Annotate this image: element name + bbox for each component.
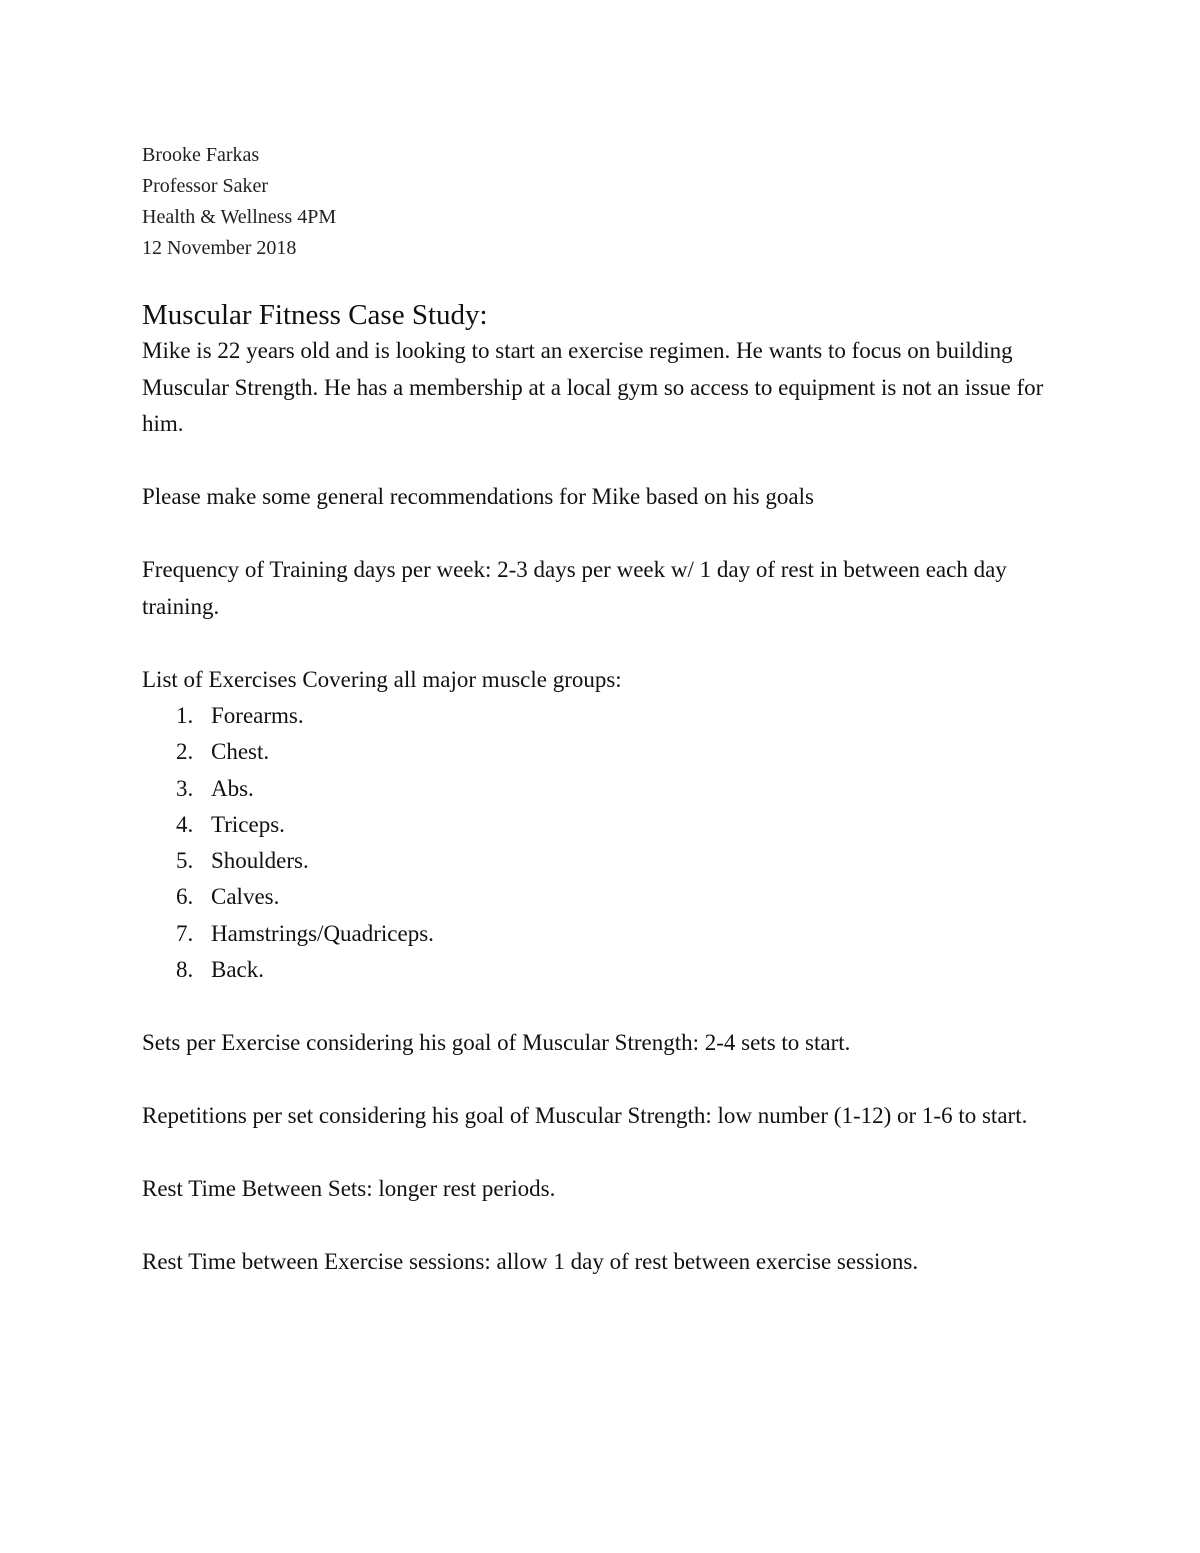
list-item-number: 1.: [176, 703, 194, 728]
student-name: Brooke Farkas: [142, 144, 260, 166]
list-item-text: Back.: [211, 957, 265, 983]
list-item-number: 8.: [176, 957, 194, 983]
list-item: [142, 916, 1062, 952]
frequency-paragraph: Frequency of Training days per week: 2-3 days per week w/ 1 day of rest in between each day training.: [142, 557, 1007, 619]
exercises-heading: List of Exercises Covering all major muscle groups:: [142, 666, 622, 692]
list-item: [142, 952, 1062, 988]
list-item-text: Forearms.: [211, 703, 304, 728]
professor-name: Professor Saker: [142, 175, 269, 197]
list-item-text: Shoulders.: [211, 848, 309, 874]
header-block: [142, 140, 1062, 264]
list-item-text: Triceps.: [211, 811, 285, 837]
page-title: Muscular Fitness Case Study:: [142, 299, 488, 331]
date: 12 November 2018: [142, 237, 297, 259]
document-content: [142, 140, 1062, 1280]
list-item-text: Hamstrings/Quadriceps.: [211, 920, 434, 946]
list-item: [142, 879, 1062, 915]
list-item: [142, 698, 1062, 734]
list-item-number: 2.: [176, 739, 194, 765]
list-item-number: 3.: [176, 775, 194, 801]
exercise-list: [142, 698, 1062, 988]
list-item-text: Calves.: [211, 884, 280, 910]
list-item-number: 5.: [176, 848, 194, 874]
body-text: [142, 333, 1062, 1280]
course-name: Health & Wellness 4PM: [142, 206, 337, 228]
list-item-text: Chest.: [211, 739, 270, 765]
rest-sessions-paragraph: Rest Time between Exercise sessions: allow 1 day of rest between exercise sessions.: [142, 1248, 919, 1274]
sets-paragraph: Sets per Exercise considering his goal of Muscular Strength: 2-4 sets to start.: [142, 1029, 851, 1055]
repetitions-paragraph: Repetitions per set considering his goal of Muscular Strength: low number (1-12) or 1-6 to start.: [142, 1102, 1028, 1128]
prompt-paragraph: Please make some general recommendations for Mike based on his goals: [142, 484, 814, 509]
list-item-number: 4.: [176, 811, 194, 837]
list-item-text: Abs.: [211, 775, 254, 801]
list-item-number: 6.: [176, 884, 194, 910]
rest-sets-paragraph: Rest Time Between Sets: longer rest periods.: [142, 1175, 556, 1201]
list-item: [142, 771, 1062, 807]
list-item: [142, 734, 1062, 770]
intro-paragraph: Mike is 22 years old and is looking to start an exercise regimen. He wants to focus on building Muscular Strength. He has a membership at a local gym so access to equipment is not an issue for him.: [142, 338, 1044, 436]
list-item-number: 7.: [176, 920, 194, 946]
list-item: [142, 807, 1062, 843]
list-item: [142, 843, 1062, 879]
